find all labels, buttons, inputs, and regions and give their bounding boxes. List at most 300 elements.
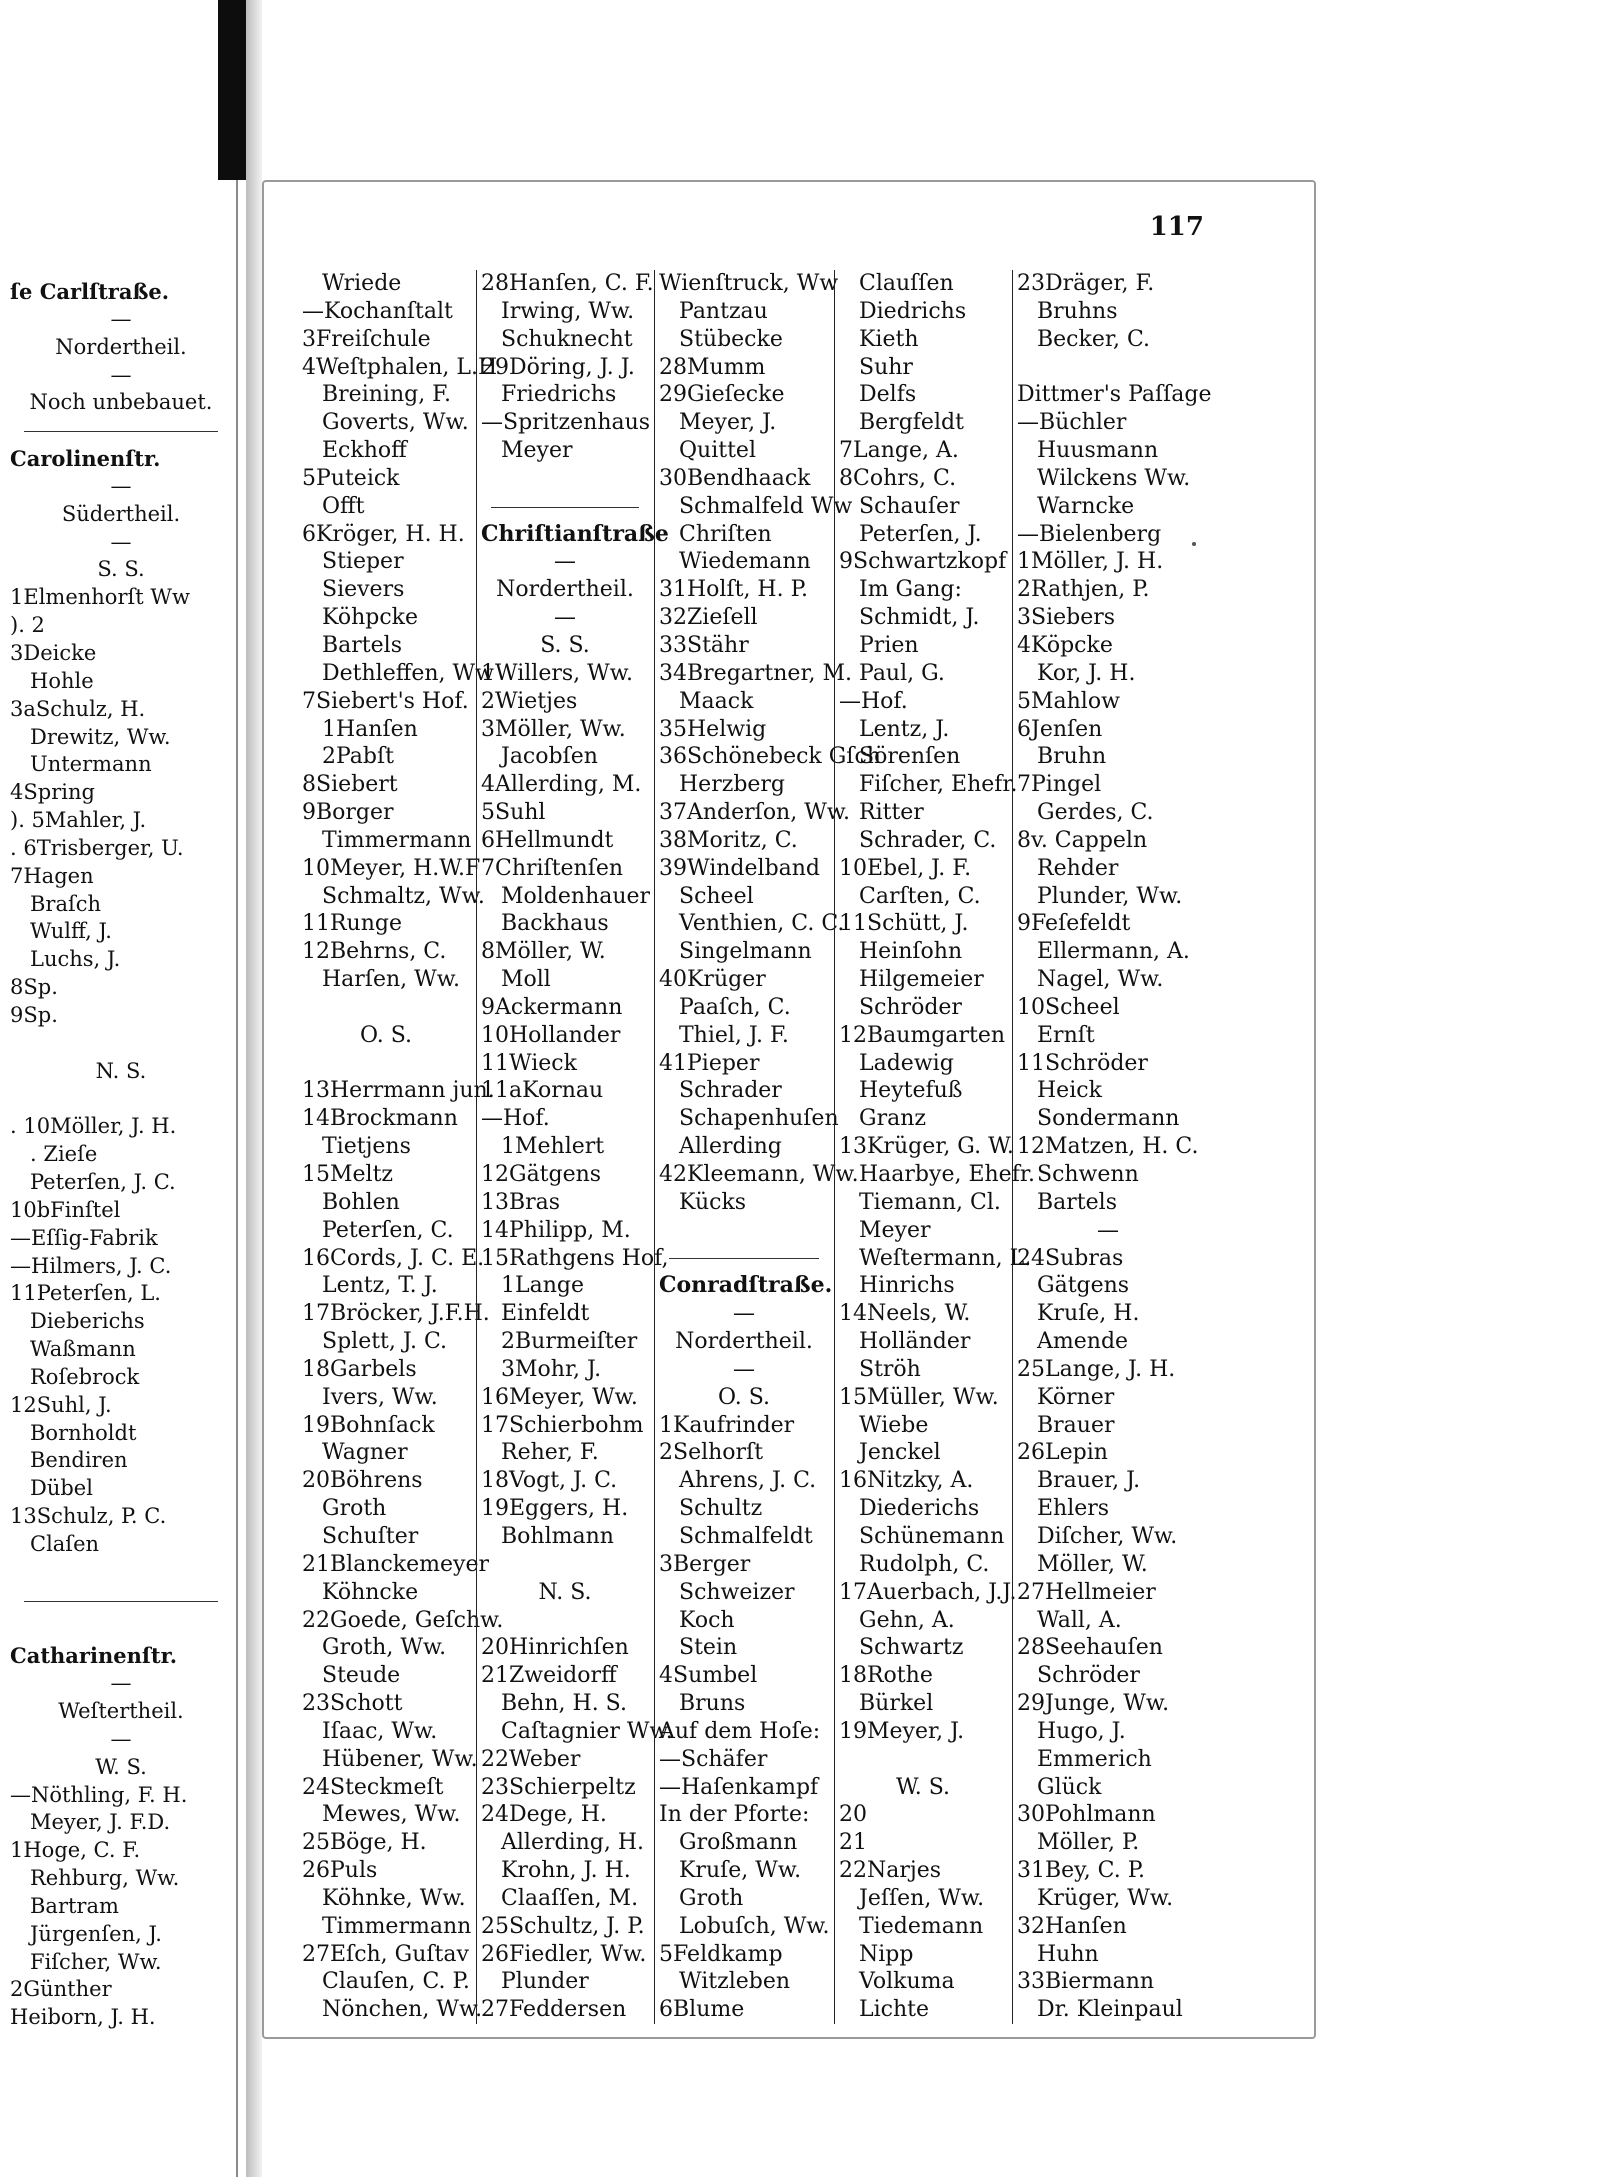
directory-entry: Rehburg, Ww.: [30, 1866, 180, 1891]
section-label: Weſtertheil.: [58, 1699, 184, 1724]
directory-entry: [477, 465, 653, 493]
directory-entry: Delfs: [859, 382, 917, 408]
directory-entry: Schuſter: [322, 1523, 419, 1549]
directory-entry: Tiedemann: [859, 1913, 984, 1939]
street-heading: Conradſtraße.: [659, 1272, 833, 1299]
directory-entry: 3Berger: [659, 1551, 751, 1577]
directory-entry: 26Lepin: [1017, 1440, 1108, 1466]
directory-entry: 2Rathjen, P.: [1017, 577, 1150, 603]
directory-entry: 29Gieſecke: [659, 382, 785, 408]
directory-entry: Ehlers: [1037, 1496, 1110, 1522]
directory-entry: 2Selhorſt: [659, 1440, 764, 1466]
directory-entry: 4Allerding, M.: [481, 772, 642, 798]
directory-entry: 1Lange: [501, 1273, 584, 1299]
directory-entry: 13Schulz, P. C.: [10, 1504, 167, 1529]
directory-entry: 4Weſtphalen, L.H: [302, 354, 498, 380]
directory-entry: Clauſen, C. P.: [322, 1969, 470, 1995]
directory-entry: Timmermann: [322, 1913, 472, 1939]
book-spine: [218, 0, 246, 180]
directory-entry: Mewes, Ww.: [322, 1802, 461, 1828]
section-label: S. S.: [540, 632, 590, 658]
directory-entry: Dieberichs: [30, 1309, 145, 1334]
directory-entry: Iſaac, Ww.: [322, 1718, 438, 1744]
directory-entry: 6Jenſen: [1017, 716, 1103, 742]
directory-entry: 32Hanſen: [1017, 1913, 1127, 1939]
directory-entry: 23Schierpeltz: [481, 1774, 636, 1800]
directory-entry: 39Windelband: [659, 855, 821, 881]
section-divider: [477, 493, 653, 521]
directory-entry: [655, 1217, 833, 1245]
directory-entry: Diſcher, Ww.: [1037, 1523, 1178, 1549]
directory-entry: Brauer: [1037, 1412, 1115, 1438]
street-heading: Chriſtianſtraße: [481, 520, 669, 547]
directory-entry: 3Siebers: [1017, 605, 1116, 631]
directory-entry: Witzleben: [679, 1969, 791, 1995]
directory-entry: Ladewig: [859, 1050, 954, 1076]
directory-entry: Hinrichs: [859, 1273, 955, 1299]
page-number: 117: [1149, 212, 1204, 242]
directory-entry: Glück: [1037, 1774, 1102, 1800]
directory-entry: 7Siebert's Hof.: [302, 688, 469, 714]
directory-entry: [298, 994, 474, 1022]
directory-entry: Schweizer: [679, 1579, 795, 1605]
directory-entry: [477, 1607, 653, 1635]
directory-entry: Dr. Kleinpaul: [1037, 1997, 1183, 2023]
directory-entry: 6Kröger, H. H.: [302, 521, 465, 547]
directory-entry: 41Pieper: [659, 1050, 760, 1076]
directory-entry: 12Suhl, J.: [10, 1392, 112, 1417]
directory-entry: Schmaltz, Ww.: [322, 883, 485, 909]
directory-entry: Amende: [1037, 1329, 1129, 1355]
directory-entry: Rudolph, C.: [859, 1551, 990, 1577]
directory-entry: 8Sp.: [10, 975, 58, 1000]
section-label: N. S.: [95, 1058, 147, 1083]
directory-entry: 6Hellmundt: [481, 827, 614, 853]
directory-entry: Fiſcher, Ehefr.: [859, 772, 1018, 798]
directory-entry: 17Auerbach, J.J.: [839, 1579, 1017, 1605]
directory-entry: Kieth: [859, 326, 919, 352]
directory-entry: Krüger, Ww.: [1037, 1885, 1174, 1911]
directory-entry: Irwing, Ww.: [501, 298, 635, 324]
directory-entry: —Hof.: [481, 1106, 550, 1132]
directory-entry: Gätgens: [1037, 1273, 1130, 1299]
directory-entry: Ivers, Ww.: [322, 1384, 438, 1410]
directory-entry: Groth, Ww.: [322, 1635, 447, 1661]
directory-entry: Quittel: [679, 438, 756, 464]
directory-entry: Friedrichs: [501, 382, 617, 408]
directory-entry: Bürkel: [859, 1691, 934, 1717]
directory-entry: 25Lange, J. H.: [1017, 1356, 1176, 1382]
directory-entry: Im Gang:: [859, 577, 962, 603]
directory-entry: 25Böge, H.: [302, 1830, 427, 1856]
directory-entry: 1Kaufrinder: [659, 1412, 795, 1438]
directory-entry: Krohn, J. H.: [501, 1858, 631, 1884]
directory-entry: Schwenn: [1037, 1162, 1139, 1187]
directory-entry: 24Steckmeſt: [302, 1774, 444, 1800]
directory-entry: Schrader: [679, 1078, 782, 1104]
directory-entry: Koch: [679, 1607, 735, 1633]
directory-entry: Sörenſen: [859, 744, 961, 770]
directory-entry: Clauſſen: [859, 271, 954, 296]
directory-entry: 35Helwig: [659, 716, 767, 742]
directory-entry: In der Pforte:: [659, 1802, 810, 1828]
directory-entry: Plunder, Ww.: [1037, 883, 1183, 909]
directory-entry: Meyer, J.: [679, 410, 777, 436]
directory-entry: Schuknecht: [501, 326, 633, 352]
directory-entry: Claſen: [30, 1531, 100, 1556]
directory-entry: 19Meyer, J.: [839, 1718, 965, 1744]
directory-entry: Peterſen, J. C.: [30, 1170, 176, 1194]
directory-entry: [6, 1559, 236, 1587]
directory-entry: 30Pohlmann: [1017, 1802, 1156, 1828]
directory-entry: Holländer: [859, 1329, 971, 1355]
directory-entry: 4Köpcke: [1017, 632, 1113, 658]
directory-entry: [6, 1085, 236, 1113]
directory-entry: Bornholdt: [30, 1420, 137, 1445]
directory-entry: [477, 1551, 653, 1579]
directory-entry: Dübel: [30, 1476, 93, 1501]
directory-entry: 12Gätgens: [481, 1162, 602, 1187]
directory-entry: [6, 1030, 236, 1058]
directory-entry: 2Wietjes: [481, 688, 578, 714]
directory-entry: 14Philipp, M.: [481, 1217, 631, 1243]
directory-entry: 36Schönebeck Gſch: [659, 744, 881, 770]
directory-entry: Heinſohn: [859, 939, 963, 965]
directory-entry: 23Dräger, F.: [1017, 271, 1155, 296]
directory-entry: Schapenhuſen: [679, 1106, 839, 1132]
directory-entry: 1Mehlert: [501, 1134, 605, 1160]
street-heading: ſe Carlſtraße.: [10, 279, 170, 304]
directory-entry: Fiſcher, Ww.: [30, 1949, 162, 1974]
directory-entry: 10bFinſtel: [10, 1197, 121, 1222]
directory-entry: Wall, A.: [1037, 1607, 1122, 1633]
directory-column-5: [1012, 270, 1212, 2024]
directory-entry: Plunder: [501, 1969, 589, 1995]
directory-entry: 22Goede, Geſchw.: [302, 1607, 504, 1633]
directory-entry: 24Dege, H.: [481, 1802, 607, 1828]
directory-entry: Splett, J. C.: [322, 1329, 448, 1355]
directory-entry: Waßmann: [30, 1337, 136, 1362]
directory-entry: Bohlen: [322, 1189, 400, 1215]
directory-entry: Nönchen, Ww.: [322, 1997, 483, 2023]
directory-entry: 14Brockmann: [302, 1106, 458, 1132]
directory-entry: Köhpcke: [322, 605, 419, 631]
section-label: —: [554, 605, 576, 631]
directory-entry: Möller, W.: [1037, 1551, 1148, 1577]
directory-entry: 10Ebel, J. F.: [839, 855, 972, 881]
directory-entry: Moll: [501, 967, 551, 993]
directory-entry: Bruns: [679, 1691, 746, 1717]
section-label: O. S.: [359, 1022, 412, 1048]
directory-entry: Tietjens: [322, 1134, 411, 1160]
directory-entry: —Spritzenhaus: [481, 410, 651, 436]
directory-entry: Schwartz: [859, 1635, 964, 1661]
directory-entry: Breining, F.: [322, 382, 452, 408]
directory-entry: Meyer: [859, 1217, 931, 1243]
directory-entry: Drewitz, Ww.: [30, 724, 171, 749]
directory-entry: 27Eſch, Guſtav: [302, 1941, 469, 1967]
section-label: —: [110, 362, 132, 387]
directory-entry: Lentz, J.: [859, 716, 950, 742]
directory-entry: 40Krüger: [659, 967, 766, 993]
directory-entry: —Kochanſtalt: [302, 298, 453, 324]
directory-entry: 11Peterſen, L.: [10, 1281, 161, 1306]
directory-entry: Ernſt: [1037, 1022, 1095, 1048]
directory-entry: Behn, H. S.: [501, 1691, 627, 1717]
directory-entry: Jeſſen, Ww.: [859, 1885, 985, 1911]
directory-entry: 15Rathgens Hof,: [481, 1245, 669, 1271]
directory-entry: Granz: [859, 1106, 926, 1132]
directory-entry: Heick: [1037, 1078, 1102, 1104]
directory-entry: 13Herrmann jun.: [302, 1078, 495, 1104]
directory-entry: Lentz, T. J.: [322, 1273, 438, 1299]
directory-entry: Caſtagnier Ww.: [501, 1718, 673, 1744]
directory-entry: Schmalfeld Ww: [679, 493, 853, 519]
directory-entry: 30Bendhaack: [659, 465, 811, 491]
directory-entry: 15Müller, Ww.: [839, 1384, 999, 1410]
directory-entry: Schröder: [1037, 1663, 1140, 1689]
directory-entry: Paaſch, C.: [679, 994, 791, 1020]
street-heading: Catharinenſtr.: [10, 1643, 178, 1669]
directory-entry: Bruhns: [1037, 298, 1118, 324]
directory-entry: 7Pingel: [1017, 772, 1102, 798]
directory-entry: Haarbye, Ehefr.: [859, 1162, 1035, 1187]
directory-entry: 22Narjes: [839, 1858, 942, 1884]
directory-entry: 1Willers, Ww.: [481, 660, 633, 686]
directory-entry: Bartels: [322, 632, 402, 658]
directory-entry: Körner: [1037, 1384, 1115, 1410]
section-label: —: [554, 549, 576, 575]
directory-entry: Steude: [322, 1663, 401, 1689]
directory-entry: Jürgenſen, J.: [30, 1921, 162, 1946]
directory-entry: 2Günther: [10, 1977, 112, 2002]
directory-entry: Hohle: [30, 668, 94, 693]
directory-entry: —Büchler: [1017, 410, 1127, 436]
street-heading: Carolinenſtr.: [10, 446, 161, 472]
directory-entry: 16Meyer, Ww.: [481, 1384, 638, 1410]
directory-entry: Eckhoff: [322, 438, 407, 464]
directory-entry: Allerding: [679, 1134, 782, 1160]
directory-entry: Prien: [859, 632, 919, 658]
directory-entry: 3Mohr, J.: [501, 1356, 602, 1382]
directory-entry: Jenckel: [859, 1440, 941, 1466]
directory-entry: 8Möller, W.: [481, 939, 606, 965]
section-label: Noch unbebauet.: [29, 390, 213, 415]
directory-entry: 5Puteick: [302, 465, 400, 491]
section-label: Nordertheil.: [675, 1329, 813, 1355]
directory-entry: 21Zweidorff: [481, 1663, 617, 1689]
directory-entry: Chriſten: [679, 521, 772, 547]
directory-entry: 16Nitzky, A.: [839, 1468, 974, 1494]
directory-entry: Offt: [322, 493, 365, 519]
directory-entry: Peterſen, C.: [322, 1217, 454, 1243]
section-label: —: [110, 473, 132, 498]
directory-entry: 4Spring: [10, 780, 95, 805]
section-divider: [655, 1245, 833, 1273]
directory-entry: Reher, F.: [501, 1440, 599, 1466]
section-label: —: [1097, 1217, 1119, 1243]
directory-entry: 27Hellmeier: [1017, 1579, 1156, 1605]
directory-entry: Becker, C.: [1037, 326, 1150, 352]
directory-entry: 21: [839, 1830, 867, 1856]
directory-entry: Auf dem Hoſe:: [659, 1718, 821, 1744]
directory-entry: 38Moritz, C.: [659, 827, 798, 853]
directory-entry: Bruhn: [1037, 744, 1107, 770]
directory-entry: Allerding, H.: [501, 1830, 645, 1856]
directory-entry: Kor, J. H.: [1037, 660, 1136, 686]
directory-entry: Wulff, J.: [30, 919, 112, 944]
left-page-column: [6, 278, 236, 2032]
directory-entry: 17Schierbohm: [481, 1412, 644, 1438]
section-label: —: [110, 1726, 132, 1751]
directory-entry: Goverts, Ww.: [322, 410, 469, 436]
left-page: [0, 180, 238, 2177]
directory-entry: Sievers: [322, 577, 405, 603]
directory-entry: 23Schott: [302, 1691, 403, 1717]
directory-entry: 10Hollander: [481, 1022, 621, 1048]
directory-entry: 29Junge, Ww.: [1017, 1691, 1170, 1717]
directory-entry: Huusmann: [1037, 438, 1159, 464]
directory-entry: Dittmer's Paſſage: [1017, 382, 1212, 408]
directory-entry: 33Biermann: [1017, 1969, 1155, 1995]
directory-entry: Stieper: [322, 549, 404, 575]
directory-entry: Luchs, J.: [30, 947, 121, 972]
directory-entry: Nagel, Ww.: [1037, 967, 1164, 993]
directory-entry: 1Möller, J. H.: [1017, 549, 1164, 575]
directory-entry: 28Hanſen, C. F.: [481, 271, 654, 296]
directory-entry: Ströh: [859, 1356, 921, 1382]
section-label: S. S.: [97, 557, 145, 582]
directory-entry: Diedrichs: [859, 298, 967, 324]
directory-entry: Moldenhauer: [501, 883, 651, 909]
directory-entry: Bendiren: [30, 1448, 128, 1473]
directory-entry: Ritter: [859, 800, 924, 826]
directory-entry: 20: [839, 1802, 867, 1828]
directory-entry: 8Siebert: [302, 772, 398, 798]
directory-entry: 11Schröder: [1017, 1050, 1148, 1076]
directory-entry: Wiebe: [859, 1412, 929, 1438]
directory-entry: 32Zieſell: [659, 605, 758, 631]
directory-entry: 9Feſefeldt: [1017, 911, 1131, 937]
directory-entry: 12Baumgarten: [839, 1022, 1006, 1048]
directory-entry: 27Feddersen: [481, 1997, 627, 2023]
directory-column-4: [834, 270, 1035, 2024]
directory-entry: Hugo, J.: [1037, 1718, 1126, 1744]
directory-entry: 2Pabſt: [322, 744, 394, 770]
directory-entry: Singelmann: [679, 939, 812, 965]
directory-entry: 11Wieck: [481, 1050, 577, 1076]
directory-entry: 11Runge: [302, 911, 402, 937]
directory-column-2: [476, 270, 673, 2024]
directory-entry: Brauer, J.: [1037, 1468, 1141, 1494]
directory-entry: 31Holſt, H. P.: [659, 577, 808, 603]
directory-entry: Braſch: [30, 891, 102, 916]
directory-entry: 19Eggers, H.: [481, 1496, 629, 1522]
directory-entry: 2Burmeiſter: [501, 1329, 638, 1355]
directory-entry: 15Meltz: [302, 1162, 394, 1187]
directory-entry: 18Vogt, J. C.: [481, 1468, 618, 1494]
directory-entry: Dethleffen, Ww: [322, 660, 494, 686]
directory-entry: 28Mumm: [659, 354, 766, 380]
section-label: —: [733, 1301, 755, 1327]
directory-entry: —Bielenberg: [1017, 521, 1162, 547]
directory-entry: Timmermann: [322, 827, 472, 853]
directory-entry: —Hof.: [839, 688, 908, 714]
directory-entry: Gehn, A.: [859, 1607, 955, 1633]
directory-entry: 20Böhrens: [302, 1468, 423, 1494]
directory-entry: Diederichs: [859, 1496, 980, 1522]
directory-entry: 10Meyer, H.W.F: [302, 855, 481, 881]
directory-entry: 11aKornau: [481, 1078, 604, 1104]
directory-entry: [298, 1050, 474, 1078]
directory-entry: 20Hinrichſen: [481, 1635, 629, 1661]
directory-entry: Sondermann: [1037, 1106, 1180, 1132]
directory-entry: Einfeldt: [501, 1301, 590, 1327]
directory-entry: —Nöthling, F. H.: [10, 1782, 188, 1807]
directory-entry: 26Fiedler, Ww.: [481, 1941, 647, 1967]
directory-entry: 14Neels, W.: [839, 1301, 971, 1327]
directory-entry: 21Blanckemeyer: [302, 1551, 489, 1577]
directory-entry: Ahrens, J. C.: [679, 1468, 817, 1494]
directory-entry: Venthien, C. C.: [679, 911, 845, 937]
directory-entry: Warncke: [1037, 493, 1135, 519]
directory-entry: 6Blume: [659, 1997, 745, 2023]
directory-entry: 42Kleemann, Ww.: [659, 1162, 859, 1187]
section-label: —: [733, 1356, 755, 1382]
directory-entry: [1013, 354, 1203, 382]
directory-entry: . Zieſe: [30, 1142, 98, 1167]
directory-entry: Schultz: [679, 1496, 763, 1522]
directory-entry: Huhn: [1037, 1941, 1099, 1967]
directory-entry: 8Cohrs, C.: [839, 465, 957, 491]
ink-speck: [1192, 542, 1196, 546]
directory-entry: 29Döring, J. J.: [481, 354, 635, 380]
directory-entry: Claaſſen, M.: [501, 1885, 639, 1911]
directory-entry: 5Suhl: [481, 800, 546, 826]
directory-entry: Wriede: [322, 271, 402, 296]
directory-entry: 7Lange, A.: [839, 438, 959, 464]
directory-entry: 19Bohnſack: [302, 1412, 435, 1438]
directory-entry: Emmerich: [1037, 1746, 1152, 1772]
directory-entry: [6, 1615, 236, 1643]
directory-entry: 17Bröcker, J.F.H.: [302, 1301, 490, 1327]
directory-entry: —Hilmers, J. C.: [10, 1253, 172, 1278]
directory-entry: 18Garbels: [302, 1356, 417, 1382]
directory-entry: . 10Möller, J. H.: [10, 1114, 177, 1139]
directory-entry: Stein: [679, 1635, 738, 1661]
section-label: Südertheil.: [61, 501, 181, 526]
directory-entry: —Schäfer: [659, 1746, 768, 1772]
directory-entry: 13Bras: [481, 1189, 561, 1215]
directory-entry: Meyer: [501, 438, 573, 464]
section-label: W. S.: [95, 1754, 147, 1779]
directory-entry: ). 5Mahler, J.: [10, 808, 147, 833]
directory-entry: 25Schultz, J. P.: [481, 1913, 645, 1939]
right-page: [262, 180, 1316, 2039]
directory-entry: Suhr: [859, 354, 913, 380]
directory-entry: . 6Trisberger, U.: [10, 835, 184, 860]
directory-entry: Schünemann: [859, 1523, 1005, 1549]
section-divider: [6, 1587, 236, 1615]
directory-entry: Kücks: [679, 1189, 747, 1215]
directory-entry: 13Krüger, G. W.: [839, 1134, 1014, 1160]
directory-entry: 3aSchulz, H.: [10, 696, 146, 721]
directory-entry: Ellermann, A.: [1037, 939, 1190, 965]
directory-entry: 34Bregartner, M.: [659, 660, 853, 686]
directory-entry: Hübener, Ww.: [322, 1746, 478, 1772]
directory-entry: Maack: [679, 688, 754, 714]
directory-entry: Bartram: [30, 1893, 119, 1918]
